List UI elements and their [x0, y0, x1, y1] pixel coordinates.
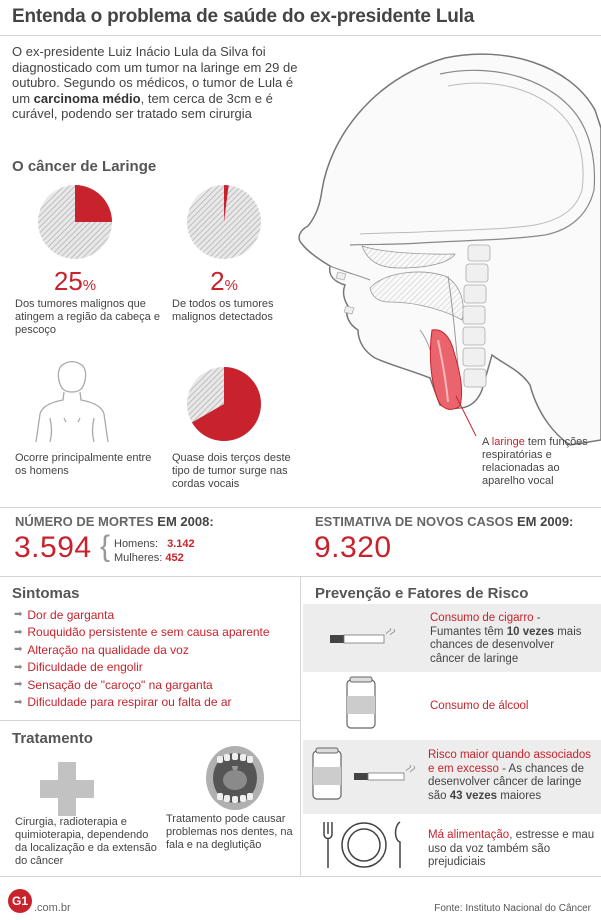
symptom-item: ➡ Dor de garganta: [14, 607, 115, 622]
pie-chart-two-thirds: [186, 366, 262, 442]
can-and-cigarette-icon: [312, 747, 422, 803]
pie-slice-25: [75, 185, 112, 222]
arrow-icon: ➡: [14, 609, 23, 621]
symptoms-heading: Sintomas: [12, 585, 80, 602]
deaths-total: 3.594: [14, 531, 92, 564]
medical-cross-icon: [40, 762, 94, 816]
new-cases-title: ESTIMATIVA DE NOVOS CASOS EM 2009:: [315, 514, 574, 529]
cigarette-icon: [330, 628, 396, 648]
footer-divider: [0, 876, 601, 877]
section-divider: [0, 507, 601, 508]
arrow-icon: ➡: [14, 626, 23, 638]
arrow-icon: ➡: [14, 661, 23, 673]
symptom-item: ➡ Dificuldade para respirar ou falta de ar: [14, 695, 232, 710]
risk-text-diet: Má alimentação, estresse e mau uso da voz também são prejudiciais: [428, 829, 595, 868]
open-mouth-icon: [204, 744, 266, 812]
deaths-title: NÚMERO DE MORTES EM 2008:: [15, 514, 214, 529]
stat-2-value: 2%: [210, 266, 238, 296]
treatment-heading: Tratamento: [12, 730, 93, 747]
symptoms-list: [14, 606, 270, 711]
arrow-icon: ➡: [14, 679, 23, 691]
symptom-item: ➡ Alteração na qualidade da voz: [14, 642, 189, 657]
risk-text-alcohol: Consumo de álcool: [430, 700, 529, 712]
head-anatomy-illustration: [270, 40, 601, 500]
stat-vocal-cords-caption: Quase dois terços deste tipo de tumor surge nas cordas vocais: [172, 452, 291, 490]
cancer-heading: O câncer de Laringe: [12, 158, 157, 175]
prevention-heading: Prevenção e Fatores de Risco: [315, 585, 529, 602]
g1-logo: G1: [8, 889, 32, 913]
page-title: Entenda o problema de saúde do ex-presidente Lula: [12, 6, 475, 27]
larynx-label: A laringe tem funções respiratórias e relacionadas ao aparelho vocal: [482, 436, 588, 487]
treatment-divider: [0, 720, 300, 721]
arrow-icon: ➡: [14, 644, 23, 656]
pie-chart-25: [37, 184, 113, 260]
arrow-icon: ➡: [14, 696, 23, 708]
male-torso-icon: [30, 358, 114, 442]
intro-paragraph: O ex-presidente Luiz Inácio Lula da Silva foi diagnosticado com um tumor na laringe em 29 de outubro. Segundo os médicos, o tumor de Lula é um carcinoma médio, tem cerca de 3cm e é curável, podendo ser tratado sem cirurgia: [12, 44, 298, 121]
new-cases-total: 9.320: [314, 531, 392, 564]
pie-chart-2: [186, 184, 262, 260]
beer-can-icon: [346, 676, 376, 732]
cutlery-plate-icon: [318, 820, 410, 870]
source-credit: Fonte: Instituto Nacional do Câncer: [434, 903, 591, 914]
brace-icon: {: [100, 530, 111, 563]
deaths-breakdown: Homens: 3.142 Mulheres: 452: [114, 538, 195, 564]
symptom-item: ➡ Dificuldade de engolir: [14, 660, 143, 675]
symptom-item: ➡ Sensação de "caroço" na garganta: [14, 677, 213, 692]
g1-domain: .com.br: [34, 902, 71, 914]
stat-2-caption: De todos os tumores malignos detectados: [172, 298, 274, 323]
stat-men-caption: Ocorre principalmente entre os homens: [15, 452, 152, 477]
risk-text-cigarette: Consumo de cigarro - Fumantes têm 10 vezes mais chances de desenvolver câncer de laringe: [430, 612, 582, 665]
stat-25-value: 25%: [53, 266, 97, 296]
symptom-item: ➡ Rouquidão persistente e sem causa aparente: [14, 625, 270, 640]
treatment-item-1: Cirurgia, radioterapia e quimioterapia, dependendo da localização e da extensão do câncer: [15, 816, 157, 867]
title-divider: [0, 35, 601, 36]
stat-25-caption: Dos tumores malignos que atingem a região da cabeça e pescoço: [15, 298, 160, 336]
risk-text-combined: Risco maior quando associados e em excesso - As chances de desenvolver câncer de laringe são 43 vezes maiores: [428, 749, 592, 802]
vertical-divider: [300, 576, 301, 876]
treatment-item-2: Tratamento pode causar problemas nos dentes, na fala e na deglutição: [166, 813, 293, 851]
